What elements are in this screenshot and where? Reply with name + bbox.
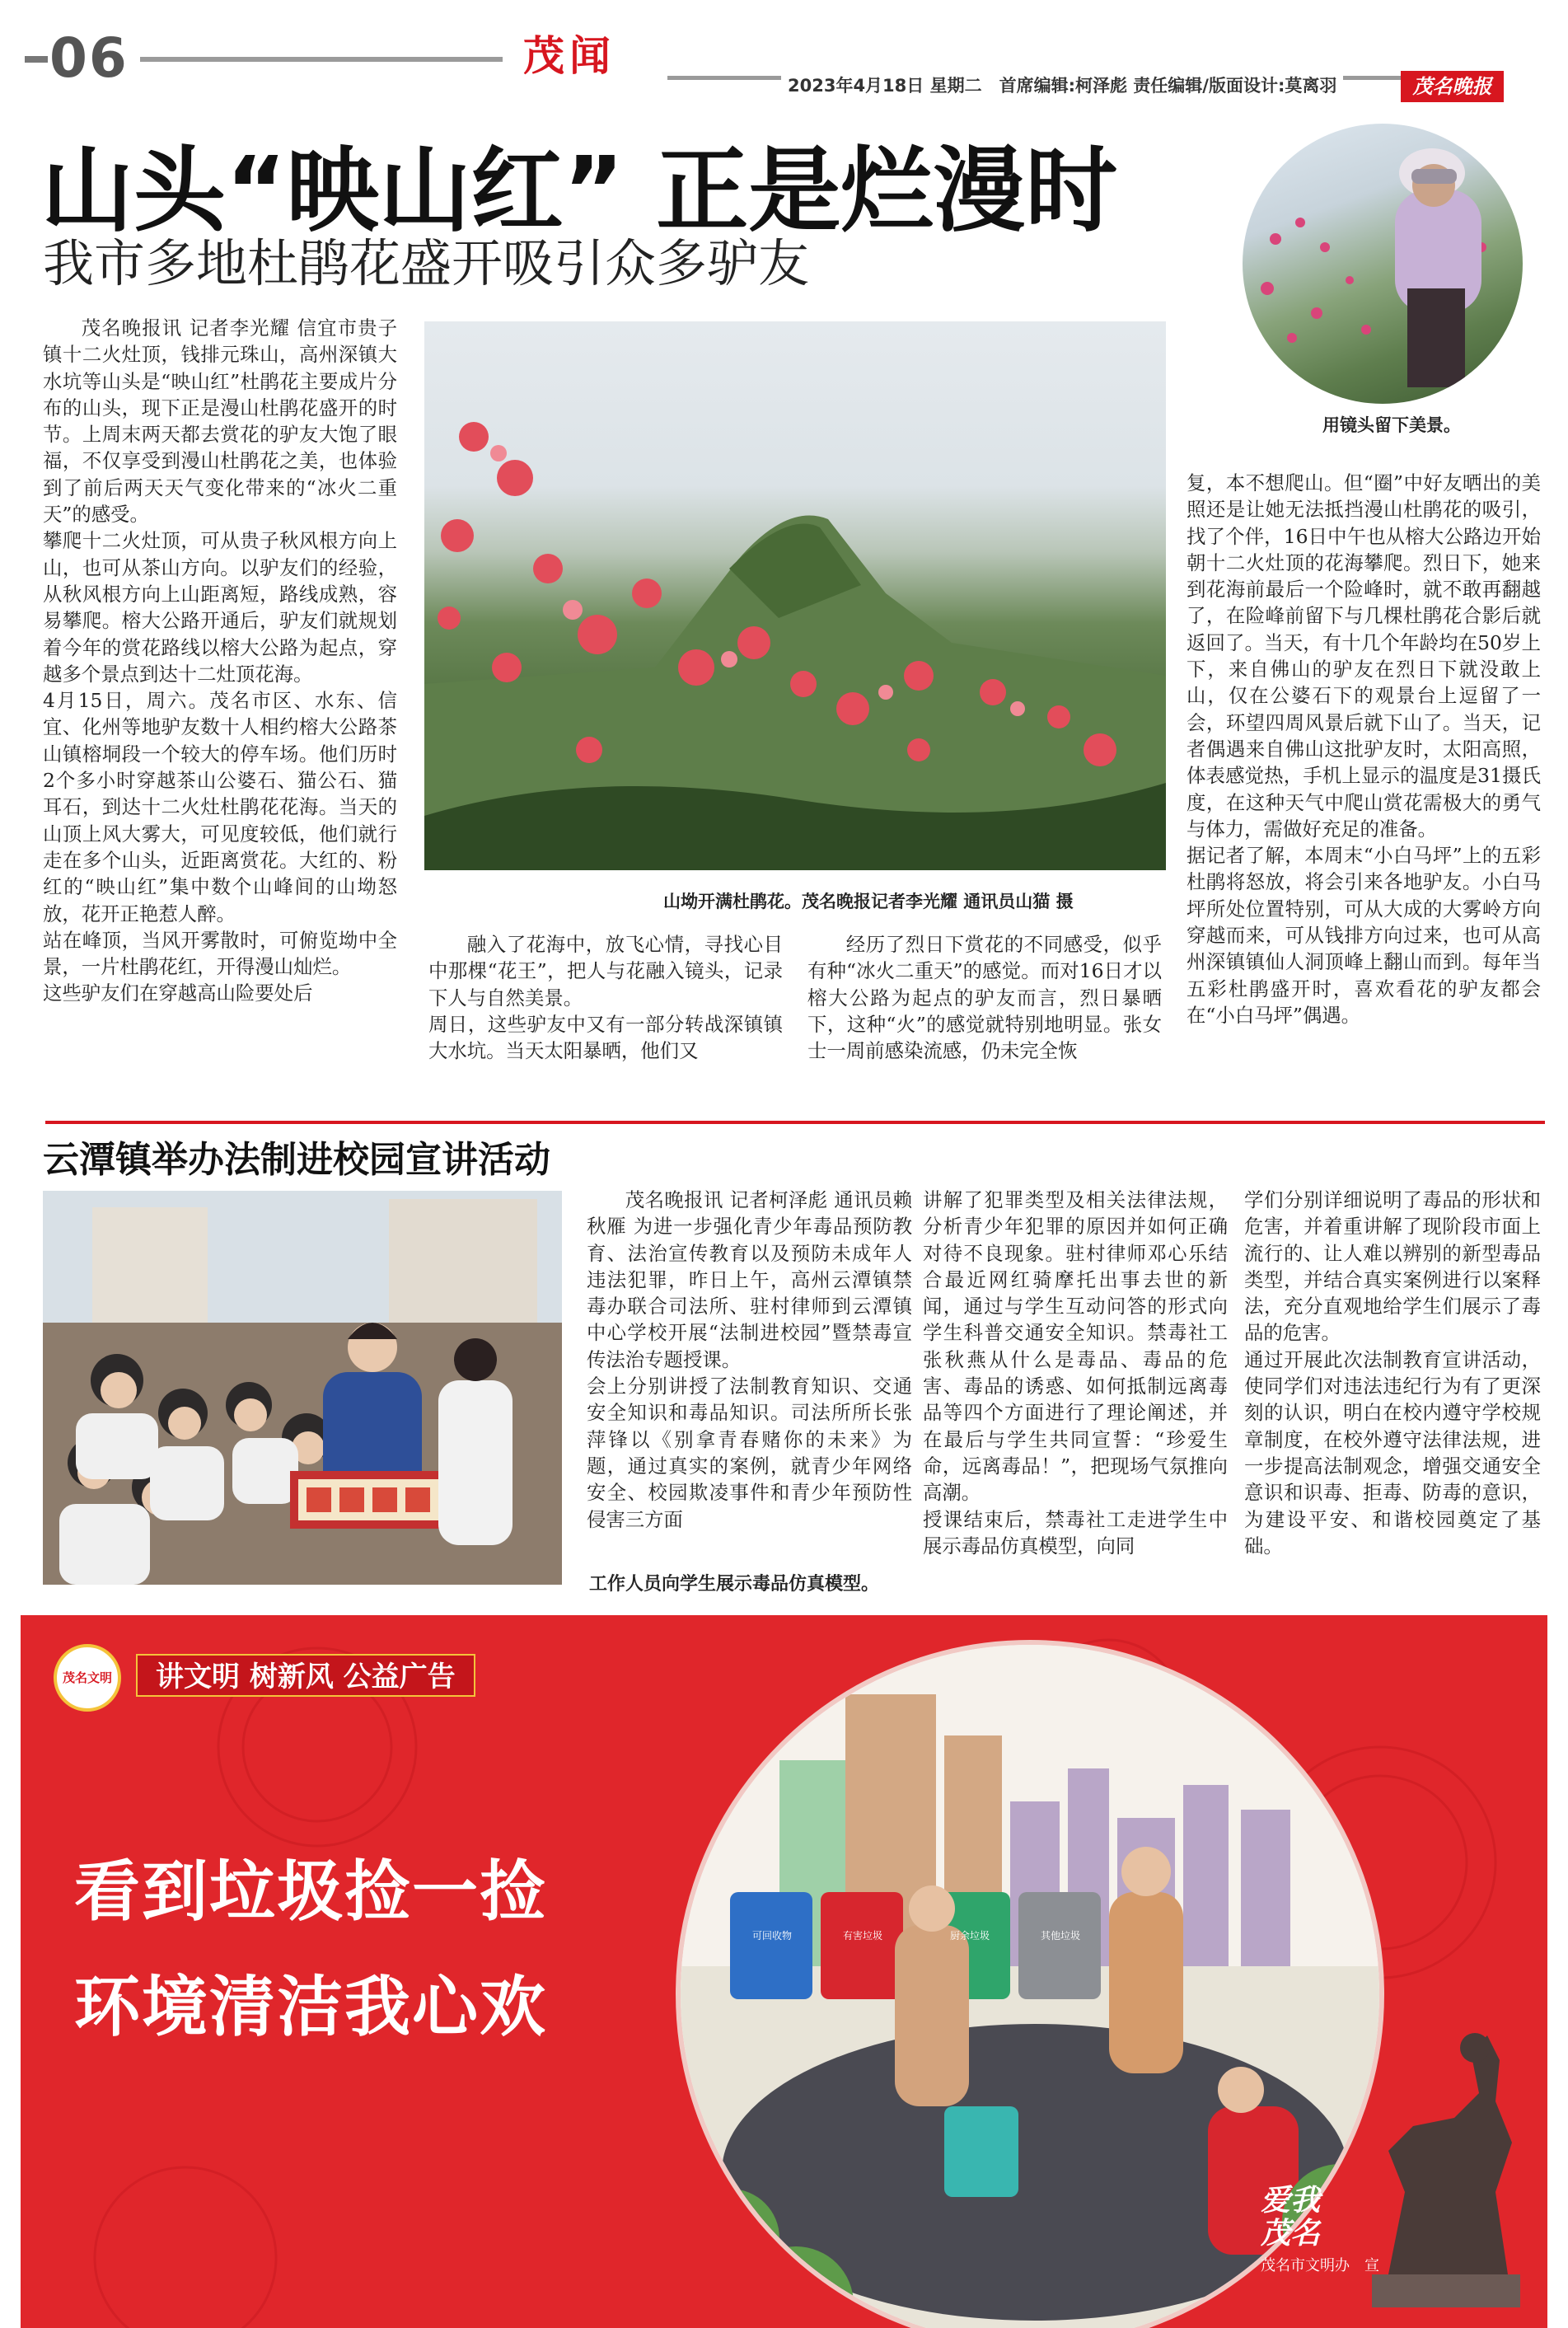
brand-line-2: 茂名 bbox=[1261, 2216, 1321, 2251]
main-photo-caption: 山坳开满杜鹃花。茂名晚报记者李光耀 通讯员山猫 摄 bbox=[663, 892, 1074, 911]
header-meta: 2023年4月18日 星期二 首席编辑:柯泽彪 责任编辑/版面设计:莫离羽 bbox=[781, 74, 1343, 97]
article1-col1-text: 茂名晚报讯 记者李光耀 信宜市贵子镇十二火灶顶，钱排元珠山，高州深镇大水坑等山头是“映山红”杜鹃花主要成片分布的山头，现下正是漫山杜鹃花盛开的时节。上周末两天都去赏花的驴友大饱了眼福，不仅享受到漫山杜鹃花之美，也体验到了前后两天天气变化带来的“冰火二重天”的感受。 攀爬十二火灶顶，可从贵子秋风根方向上山，也可从茶山方向。以驴友们的经验，从秋风根方向上山距离短，路线成熟，容易攀爬。榕大公路开通后，驴友们就规划着今年的赏花路线以榕大公路为起点，穿越多个景点到达十二灶顶花海。 4月15日，周六。茂名市区、水东、信宜、化州等地驴友数十人相约榕大公路茶山镇榕垌段一个较大的停车场。他们历时2个多小时穿越茶山公婆石、猫公石、猫耳石，到达十二火灶杜鹃花花海。当天的山顶上风大雾大，可见度较低，他们就行走在多个山头，近距离赏花。大红的、粉红的“映山红”集中数个山峰间的山坳怒放，花开正艳惹人醉。 站在峰顶，当风开雾散时，可俯览坳中全景，一片杜鹃花红，开得漫山灿烂。 这些驴友们在穿越高山险要处后 bbox=[43, 316, 397, 1005]
article1-col4-text: 复，本不想爬山。但“圈”中好友晒出的美照还是让她无法抵挡漫山杜鹃花的吸引，找了个伴，16日中午也从榕大公路边开始朝十二火灶顶的花海攀爬。烈日下，她来到花海前最后一个险峰时，就不敢再翻越了，在险峰前留下与几棵杜鹃花合影后就返回了。当天，有十几个年龄均在50岁上下，来自佛山的驴友在烈日下就没敢上山，仅在公婆石下的观景台上逗留了一会，环望四周风景后就下山了。当天，记者偶遇来自佛山这批驴友时，太阳高照，体表感觉热，手机上显示的温度是31摄氏度，在这种天气中爬山赏花需极大的勇气与体力，需做好充足的准备。 据记者了解，本周末“小白马坪”上的五彩杜鹃将怒放，将会引来各地驴友。小白马坪所处位置特别，可从大成的大雾岭方向穿越而来，可从钱排方向过来，也可从高州深镇镇仙人洞顶峰上翻山而到。每年当五彩杜鹃盛开时，喜欢看花的驴友都会在“小白马坪”偶遇。 bbox=[1187, 471, 1541, 1027]
circle-photo-caption: 用镜头留下美景。 bbox=[1322, 415, 1461, 435]
ad-issuer: 茂名市文明办 宣 bbox=[1261, 2257, 1379, 2274]
circle-photo bbox=[1243, 124, 1523, 404]
paper-logo: 茂名晚报 bbox=[1401, 71, 1504, 102]
section-divider bbox=[45, 1121, 1545, 1124]
article2-col3-text: 学们分别详细说明了毒品的形状和危害，并着重讲解了现阶段市面上流行的、让人难以辨别的新型毒品类型，并结合真实案例进行以案释法，充分直观地给学生们展示了毒品的危害。 通过开展此次法制教育宣讲活动，使同学们对违法违纪行为有了更深刻的认识，明白在校内遵守学校规章制度，在校外遵守法律法规，进一步提高法制观念，增强交通安全意识和识毒、拒毒、防毒的意识，为建设平安、和谐校园奠定了基础。 bbox=[1244, 1188, 1541, 1557]
header-rule-left bbox=[25, 56, 48, 63]
bin-label-recyclable: 可回收物 bbox=[751, 1930, 792, 1942]
article1-column-2 bbox=[428, 931, 783, 1071]
brand-love-maoming bbox=[1261, 2184, 1320, 2250]
ad-slogan-line-1: 看到垃圾捡一捡 bbox=[74, 1853, 547, 1930]
article2-photo-caption: 工作人员向学生展示毒品仿真模型。 bbox=[589, 1574, 880, 1595]
page-number: 06 bbox=[49, 26, 129, 90]
article1-col2-text: 融入了花海中，放飞心情，寻找心目中那棵“花王”，把人与花融入镜头，记录下人与自然美景。 周日，这些驴友中又有一部分转战深镇镇大水坑。当天太阳暴晒，他们又 bbox=[428, 933, 783, 1063]
main-photo-azaleas bbox=[424, 321, 1166, 870]
headline: 山头“映山红” 正是烂漫时 bbox=[41, 138, 1118, 245]
article1-column-3 bbox=[807, 931, 1162, 1071]
ad-tagline: 讲文明 树新风 公益广告 bbox=[136, 1654, 475, 1697]
section-title: 茂闻 bbox=[523, 31, 615, 80]
ad-slogan-line-2: 环境清洁我心欢 bbox=[74, 1969, 547, 2045]
classroom-scene-illustration bbox=[43, 1191, 562, 1585]
article1-column-4 bbox=[1187, 470, 1541, 1071]
mountain-flowers-illustration bbox=[424, 321, 1166, 870]
article1-col3-text: 经历了烈日下赏花的不同感受，似乎有种“冰火二重天”的感觉。而对16日才以榕大公路为起点的驴友而言，烈日暴晒下，这种“火”的感觉就特别地明显。张女士一周前感染流感，仍未完全恢 bbox=[807, 933, 1162, 1063]
bin-label-hazardous: 有害垃圾 bbox=[842, 1930, 882, 1942]
public-service-ad bbox=[21, 1615, 1547, 2328]
statue-silhouette bbox=[1355, 2002, 1537, 2316]
ad-logo: 茂名文明 bbox=[54, 1644, 121, 1712]
bin-label-kitchen: 厨余垃圾 bbox=[949, 1930, 990, 1942]
article2-col1-text: 茂名晚报讯 记者柯泽彪 通讯员赖秋雁 为进一步强化青少年毒品预防教育、法治宣传教育以及预防未成年人违法犯罪，昨日上午，高州云潭镇禁毒办联合司法所、驻村律师到云潭镇中心学校开展“法制进校园”暨禁毒宣传法治专题授课。 会上分别讲授了法制教育知识、交通安全知识和毒品知识。司法所所长张萍锋以《别拿青春赌你的未来》为题，通过真实的案例，就青少年网络安全、校园欺凌事件和青少年预防性侵害三方面 bbox=[587, 1188, 912, 1531]
article2-col2-text: 讲解了犯罪类型及相关法律法规，分析青少年犯罪的原因并如何正确对待不良现象。驻村律师邓心乐结合最近网红骑摩托出事去世的新闻，通过与学生互动问答的形式向学生科普交通安全知识。禁毒社工张秋燕从什么是毒品、毒品的危害、毒品的诱惑、如何抵制远离毒品等四个方面进行了理论阐述，并在最后与学生共同宣誓：“珍爱生命，远离毒品！”，把现场气氛推向高潮。 授课结束后，禁毒社工走进学生中展示毒品仿真模型，向同 bbox=[923, 1188, 1228, 1557]
article2-column-2 bbox=[923, 1187, 1228, 1562]
article1-column-1 bbox=[43, 315, 397, 1073]
subheadline: 我市多地杜鹃花盛开吸引众多驴友 bbox=[43, 233, 810, 293]
brand-line-1: 爱我 bbox=[1261, 2183, 1321, 2218]
bin-label-other: 其他垃圾 bbox=[1040, 1930, 1080, 1942]
hiker-illustration bbox=[1243, 124, 1523, 404]
article2-column-1 bbox=[587, 1187, 912, 1562]
article2-column-3 bbox=[1244, 1187, 1541, 1562]
article2-photo-students bbox=[43, 1191, 562, 1585]
header-rule-mid bbox=[140, 57, 503, 62]
article2-headline: 云潭镇举办法制进校园宣讲活动 bbox=[43, 1139, 550, 1181]
